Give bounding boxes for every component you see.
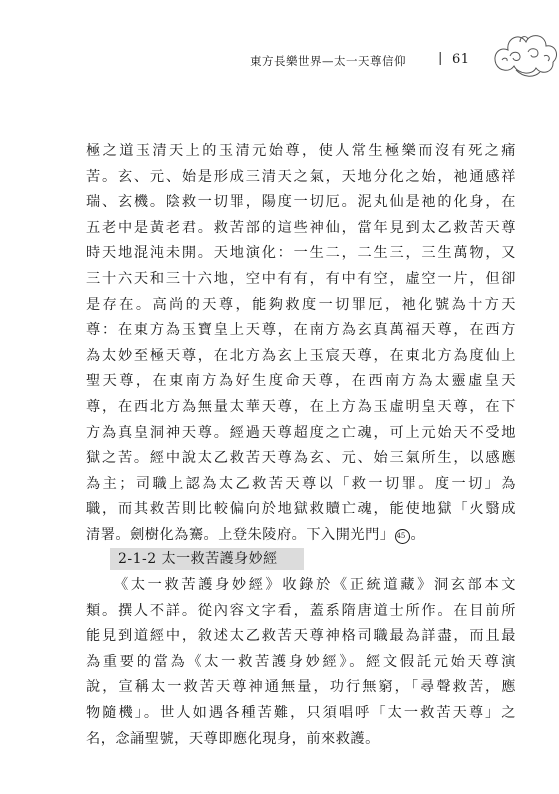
body-paragraph: [86, 139, 516, 549]
section-paragraph: [86, 573, 516, 752]
cloud-ornament-icon: [490, 20, 559, 90]
section-heading: 2-1-2 太一救苦護身妙經: [110, 548, 304, 570]
page-number: 61: [452, 52, 470, 67]
closing-punctuation: 。: [410, 526, 426, 543]
text-line: 三十六天和三十六地，空中有有，有中有空，虛空一片，但卻: [86, 270, 516, 287]
text-line: 苦。玄、元、始是形成三清天之氣，天地分化之始，祂通感祥: [86, 168, 516, 185]
text-line: 《太一救苦護身妙經》收錄於《正統道藏》洞玄部本文: [114, 577, 516, 593]
text-line: 類。撰人不詳。從內容文字看，蓋系隋唐道士所作。在目前所: [86, 602, 516, 619]
text-line-content: 清署。劍樹化為騫。上登朱陵府。下入開光門」: [86, 526, 395, 543]
footnote-marker[interactable]: 45: [395, 529, 410, 544]
text-line: 為主；司職上認為太乙救苦天尊以「救一切罪。度一切」為: [86, 475, 516, 492]
text-line: 名，念誦聖號，天尊即應化現身，前來救護。: [86, 730, 380, 747]
text-line: 為太妙至極天尊，在北方為玄上玉宸天尊，在東北方為度仙上: [86, 347, 516, 364]
text-line-last: [86, 523, 516, 549]
text-line: 為重要的當為《太一救苦護身妙經》。經文假託元始天尊演: [86, 653, 516, 670]
text-line: 獄之苦。經中說太乙救苦天尊為玄、元、始三氣所生，以感應: [86, 450, 516, 467]
text-line: 物隨機」。世人如遇各種苦難，只須唱呼「太一救苦天尊」之: [86, 704, 516, 721]
text-line: 尊，在西北方為無量太華天尊，在上方為玉虛明皇天尊，在下: [86, 398, 516, 415]
text-line: 時天地混沌未開。天地演化：一生二，二生三，三生萬物，又: [86, 245, 516, 262]
text-line: 聖天尊，在東南方為好生度命天尊，在西南方為太靈虛皇天: [86, 373, 516, 390]
text-line: 職，而其救苦則比較偏向於地獄救贖亡魂，能使地獄「火翳成: [86, 501, 516, 518]
text-line: 方為真皇洞神天尊。經過天尊超度之亡魂，可上元始天不受地: [86, 424, 516, 441]
running-title: 東方長樂世界—太一天尊信仰: [250, 54, 406, 68]
text-line: 極之道玉清天上的玉清元始尊，使人常生極樂而沒有死之痛: [86, 143, 516, 159]
text-line: 五老中是黃老君。救苦部的這些神仙，當年見到太乙救苦天尊: [86, 219, 516, 236]
text-line: 尊：在東方為玉寶皇上天尊，在南方為玄真萬福天尊，在西方: [86, 322, 516, 339]
text-line: 說，宣稱太一救苦天尊神通無量，功行無窮，「尋聲救苦，應: [86, 679, 516, 696]
text-line: 是存在。高尚的天尊，能夠救度一切罪厄，祂化號為十方天: [86, 296, 516, 313]
header-separator: |: [438, 51, 443, 66]
running-header: [250, 50, 490, 70]
text-line: 瑞、玄機。陰救一切罪，陽度一切厄。泥丸仙是祂的化身，在: [86, 194, 516, 211]
text-line: 能見到道經中，敘述太乙救苦天尊神格司職最為詳盡，而且最: [86, 628, 516, 645]
